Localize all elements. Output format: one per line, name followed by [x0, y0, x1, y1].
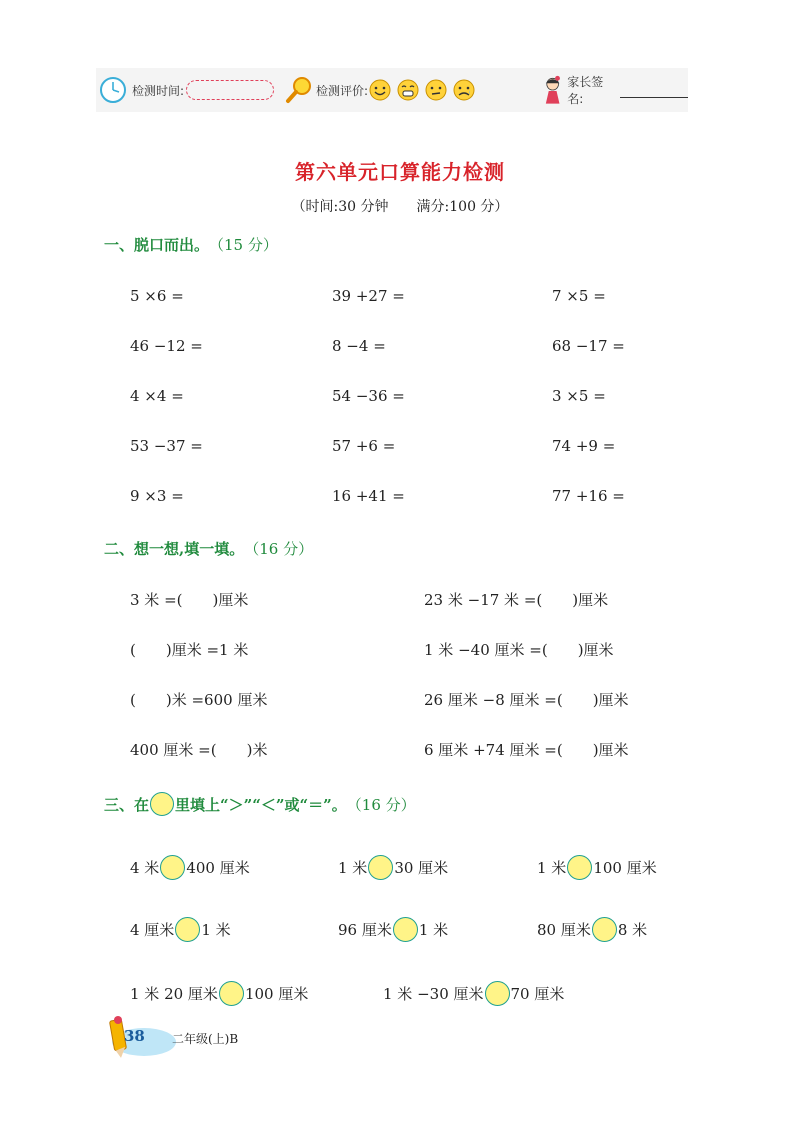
section-1-points: （15 分） — [209, 236, 278, 254]
comparison-item — [130, 917, 231, 941]
problem: 74 +9 = — [552, 437, 616, 455]
evaluation-label: 检测评价: — [316, 83, 369, 98]
section-3-heading — [104, 792, 416, 816]
problem: 57 +6 = — [332, 437, 396, 455]
problem: 8 −4 = — [332, 337, 386, 355]
comparison-left: 1 米 −30 厘米 — [383, 984, 484, 1003]
section-2-heading — [104, 538, 313, 559]
fill-blank-problem: 23 米 −17 米 =( )厘米 — [424, 590, 609, 609]
comparison-item — [383, 981, 564, 1005]
comparison-right: 1 米 — [418, 920, 449, 939]
answer-circle[interactable] — [567, 855, 592, 880]
problem: 46 −12 = — [130, 337, 203, 355]
comparison-left: 1 米 — [537, 858, 567, 877]
problem: 53 −37 = — [130, 437, 203, 455]
clock-icon — [98, 75, 128, 105]
section-1-heading — [104, 234, 278, 255]
comparison-item — [130, 855, 250, 879]
comparison-left: 1 米 — [338, 858, 368, 877]
comparison-right: 1 米 — [201, 920, 231, 939]
fill-blank-problem: 3 米 =( )厘米 — [130, 590, 249, 609]
fill-blank-problem: 400 厘米 =( )米 — [130, 740, 268, 759]
answer-circle[interactable] — [592, 917, 617, 942]
problem: 7 ×5 = — [552, 287, 606, 305]
grin-face-icon[interactable] — [396, 78, 420, 102]
comparison-left: 1 米 20 厘米 — [130, 984, 218, 1003]
time-field — [98, 68, 274, 112]
time-label: 检测时间: — [132, 83, 185, 98]
section-3-title-a: 三、在 — [104, 795, 150, 814]
problem: 68 −17 = — [552, 337, 625, 355]
grade-label: 二年级(上)B — [172, 1032, 239, 1046]
answer-circle[interactable] — [368, 855, 393, 880]
fill-blank-problem: 1 米 −40 厘米 =( )厘米 — [424, 640, 614, 659]
time-input-box[interactable] — [186, 80, 274, 100]
answer-circle[interactable] — [160, 855, 185, 880]
comparison-item — [338, 855, 448, 879]
answer-circle[interactable] — [393, 917, 418, 942]
answer-circle-icon — [150, 792, 174, 816]
comparison-right: 8 米 — [617, 920, 648, 939]
page-title: 第六单元口算能力检测 — [295, 160, 505, 184]
section-1-title: 一、脱口而出。 — [104, 236, 210, 254]
section-2-title: 二、想一想,填一填。 — [104, 540, 245, 558]
comparison-right: 100 厘米 — [244, 984, 309, 1003]
neutral-face-icon[interactable] — [424, 78, 448, 102]
comparison-left: 80 厘米 — [537, 920, 591, 939]
magnifier-icon — [284, 75, 314, 105]
comparison-right: 70 厘米 — [510, 984, 565, 1003]
comparison-item — [537, 917, 647, 941]
header-bar — [96, 68, 688, 112]
section-3-title-b: 里填上“＞”“＜”或“＝”。 — [175, 795, 347, 814]
problem: 4 ×4 = — [130, 387, 184, 405]
parent-signature-label: 家长签名: — [567, 75, 604, 106]
signature-line[interactable] — [620, 83, 688, 98]
comparison-right: 400 厘米 — [186, 858, 250, 877]
comparison-right: 30 厘米 — [394, 858, 449, 877]
problem: 54 −36 = — [332, 387, 405, 405]
answer-circle[interactable] — [219, 981, 244, 1006]
comparison-left: 96 厘米 — [338, 920, 392, 939]
fill-blank-problem: ( )米 =600 厘米 — [130, 690, 268, 709]
parent-signature-field — [540, 68, 688, 112]
answer-circle[interactable] — [485, 981, 510, 1006]
girl-icon — [540, 74, 565, 106]
comparison-left: 4 厘米 — [130, 920, 175, 939]
sad-face-icon[interactable] — [452, 78, 476, 102]
page-number: 38 — [124, 1027, 145, 1045]
problem: 9 ×3 = — [130, 487, 184, 505]
answer-circle[interactable] — [175, 917, 200, 942]
section-3-points: （16 分） — [346, 795, 416, 814]
problem: 3 ×5 = — [552, 387, 606, 405]
comparison-item — [338, 917, 448, 941]
comparison-left: 4 米 — [130, 858, 160, 877]
problem: 77 +16 = — [552, 487, 625, 505]
section-2-points: （16 分） — [244, 540, 314, 558]
problem: 16 +41 = — [332, 487, 405, 505]
comparison-item — [537, 855, 657, 879]
fill-blank-problem: 6 厘米 +74 厘米 =( )厘米 — [424, 740, 629, 759]
problem: 39 +27 = — [332, 287, 405, 305]
test-info: （时间:30 分钟 满分:100 分） — [291, 199, 509, 215]
fill-blank-problem: 26 厘米 −8 厘米 =( )厘米 — [424, 690, 629, 709]
comparison-right: 100 厘米 — [593, 858, 657, 877]
happy-face-icon[interactable] — [368, 78, 392, 102]
fill-blank-problem: ( )厘米 =1 米 — [130, 640, 249, 659]
comparison-item — [130, 981, 308, 1005]
problem: 5 ×6 = — [130, 287, 184, 305]
evaluation-field — [284, 68, 476, 112]
